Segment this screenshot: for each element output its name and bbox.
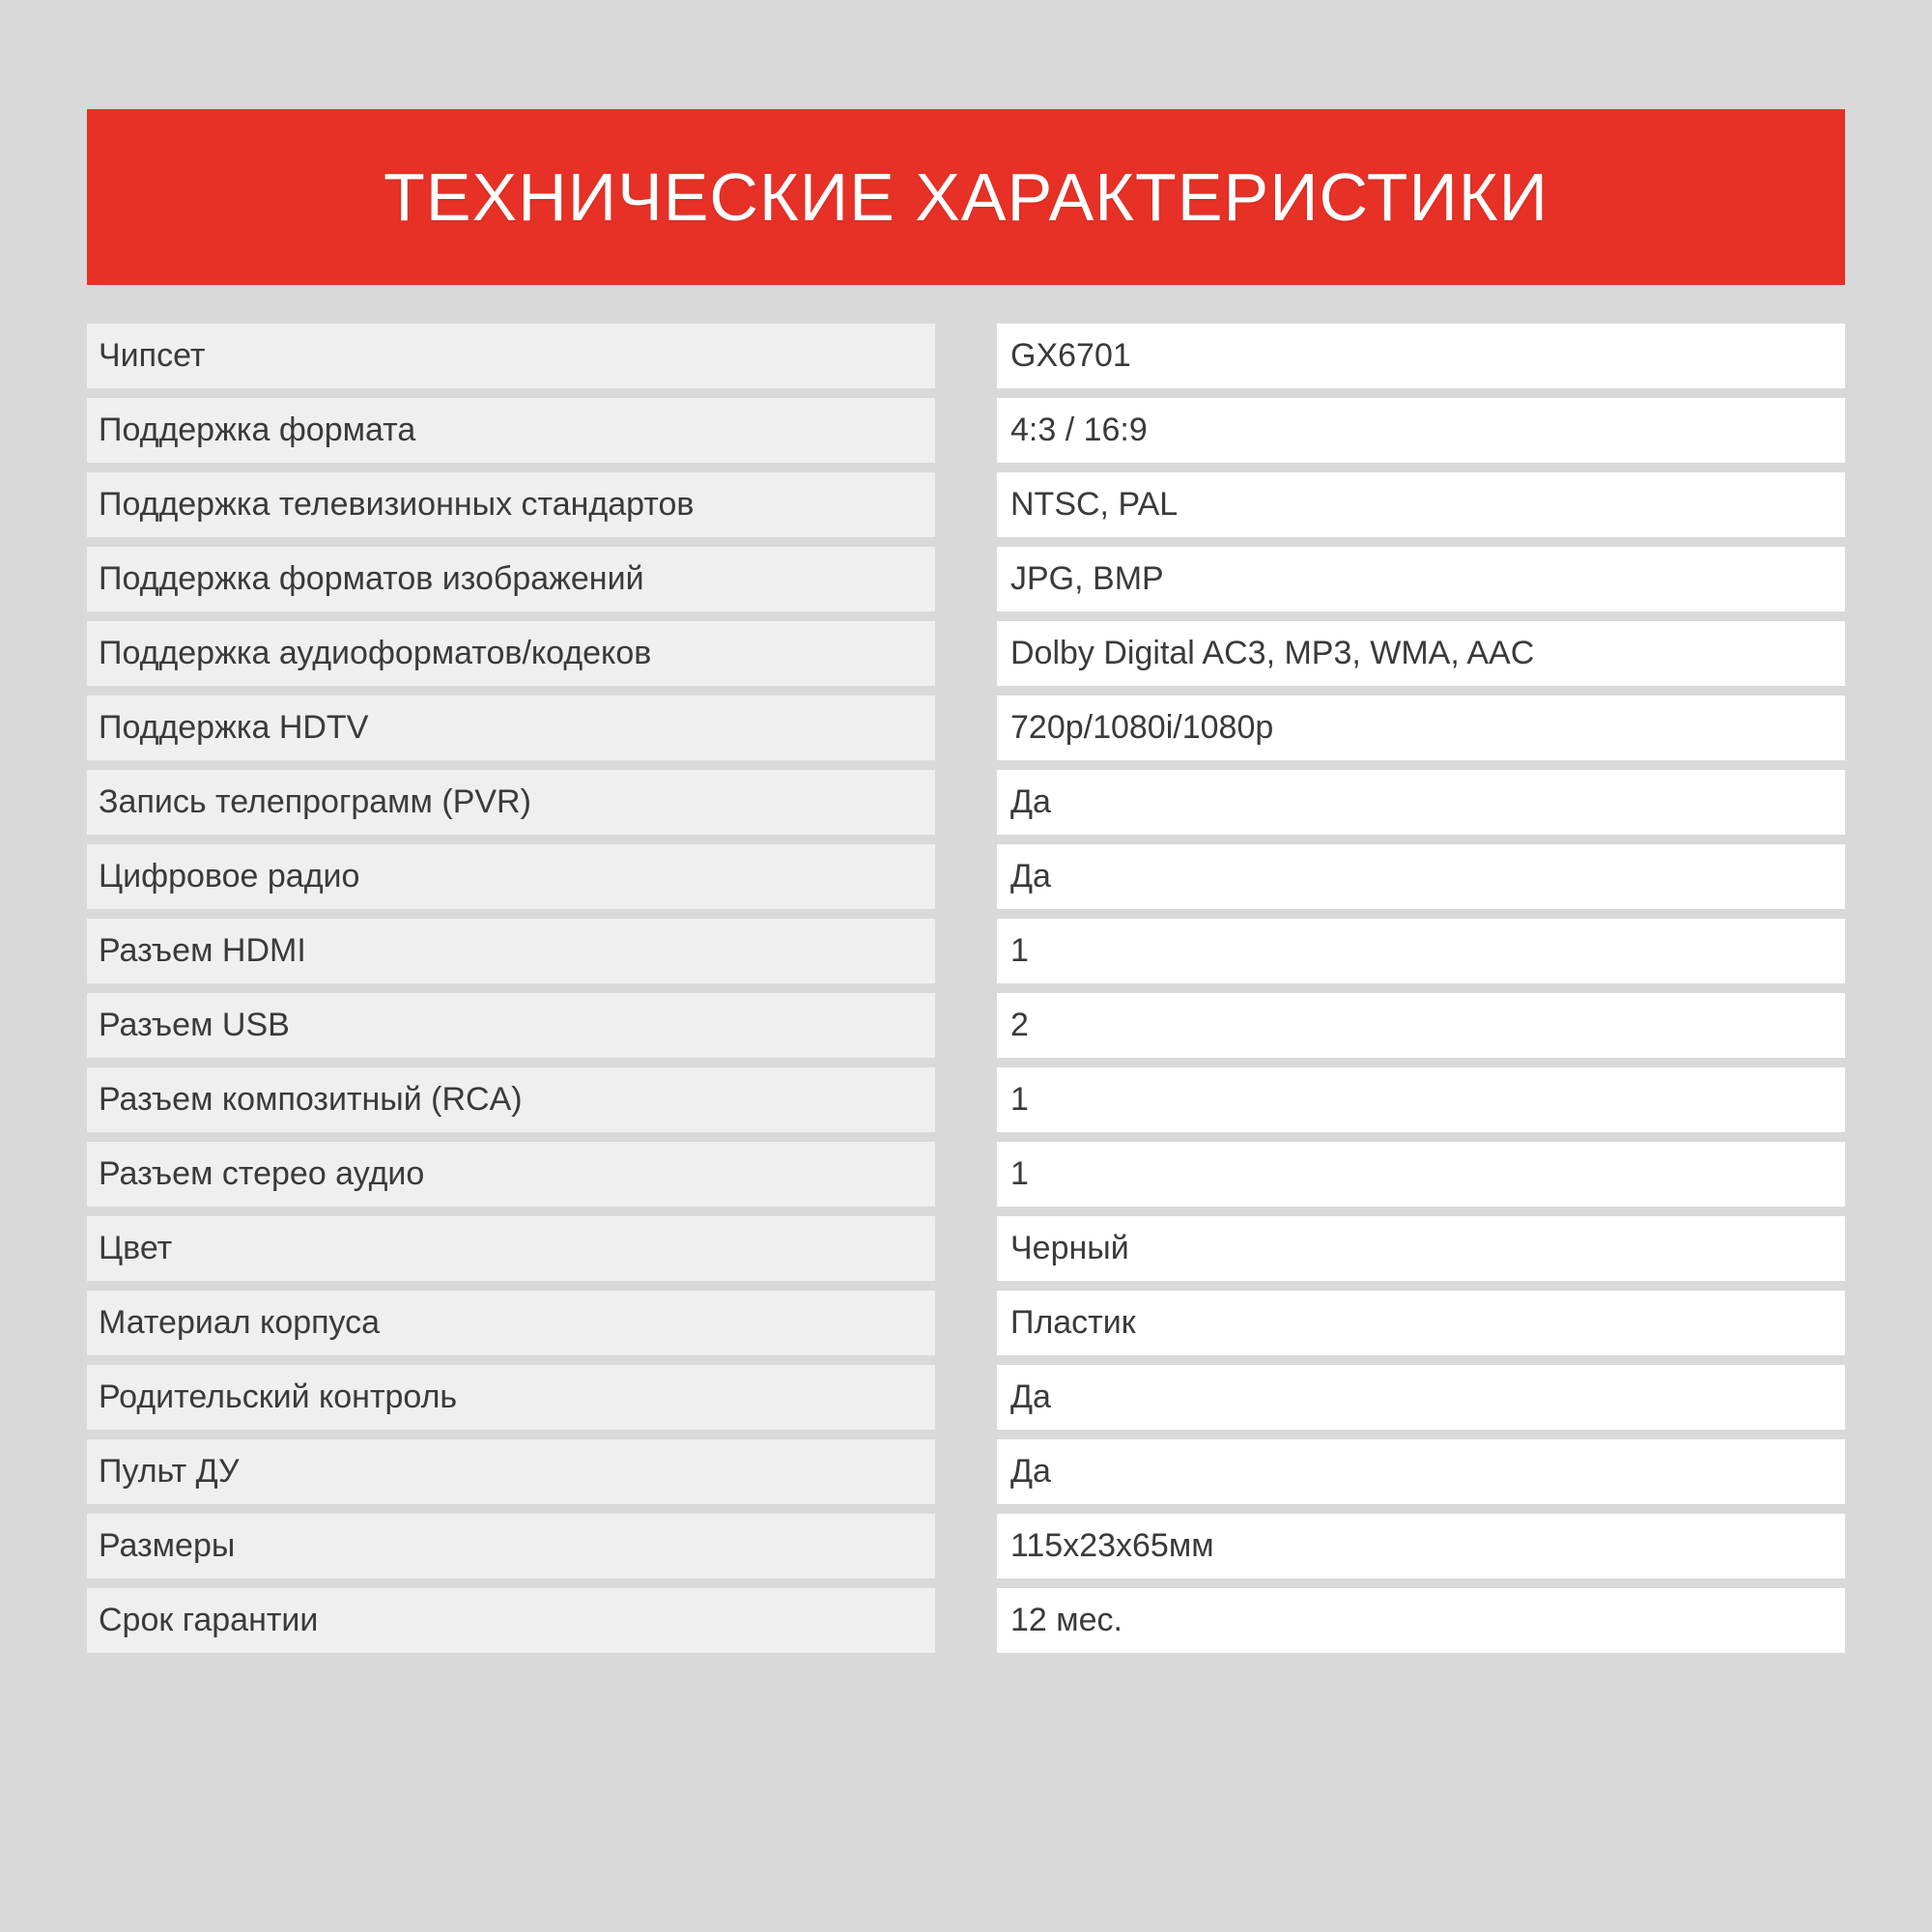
table-row xyxy=(87,1439,1845,1504)
table-row xyxy=(87,919,1845,983)
spec-value-cell: Черный xyxy=(997,1216,1845,1281)
spec-label-cell: Запись телепрограмм (PVR) xyxy=(87,770,935,835)
table-row xyxy=(87,1514,1845,1578)
spec-value-cell: NTSC, PAL xyxy=(997,472,1845,537)
table-row xyxy=(87,1291,1845,1355)
spec-label-cell: Поддержка форматов изображений xyxy=(87,547,935,611)
spec-value-cell: 115x23x65мм xyxy=(997,1514,1845,1578)
spec-value-cell: Dolby Digital AC3, MP3, WMA, AAC xyxy=(997,621,1845,686)
spec-label-cell: Разъем стерео аудио xyxy=(87,1142,935,1207)
table-row xyxy=(87,621,1845,686)
spec-label-cell: Разъем композитный (RCA) xyxy=(87,1067,935,1132)
page-title: ТЕХНИЧЕСКИЕ ХАРАКТЕРИСТИКИ xyxy=(384,159,1548,235)
spec-table xyxy=(87,324,1845,1662)
table-row xyxy=(87,398,1845,463)
spec-value-cell: JPG, BMP xyxy=(997,547,1845,611)
spec-label-cell: Пульт ДУ xyxy=(87,1439,935,1504)
table-row xyxy=(87,844,1845,909)
spec-label-cell: Разъем USB xyxy=(87,993,935,1058)
spec-value-cell: 720p/1080i/1080p xyxy=(997,696,1845,760)
spec-label-cell: Размеры xyxy=(87,1514,935,1578)
table-row xyxy=(87,1142,1845,1207)
spec-label-cell: Поддержка HDTV xyxy=(87,696,935,760)
spec-label-cell: Поддержка телевизионных стандартов xyxy=(87,472,935,537)
spec-label-cell: Цифровое радио xyxy=(87,844,935,909)
spec-label-cell: Поддержка формата xyxy=(87,398,935,463)
table-row xyxy=(87,472,1845,537)
spec-value-cell: Да xyxy=(997,1439,1845,1504)
spec-label-cell: Чипсет xyxy=(87,324,935,388)
table-row xyxy=(87,1067,1845,1132)
table-row xyxy=(87,1588,1845,1653)
spec-value-cell: 12 мес. xyxy=(997,1588,1845,1653)
table-row xyxy=(87,770,1845,835)
spec-value-cell: 1 xyxy=(997,1142,1845,1207)
spec-value-cell: GX6701 xyxy=(997,324,1845,388)
table-row xyxy=(87,696,1845,760)
table-row xyxy=(87,1216,1845,1281)
spec-label-cell: Родительский контроль xyxy=(87,1365,935,1430)
spec-value-cell: Да xyxy=(997,770,1845,835)
spec-label-cell: Поддержка аудиоформатов/кодеков xyxy=(87,621,935,686)
spec-label-cell: Цвет xyxy=(87,1216,935,1281)
spec-value-cell: 4:3 / 16:9 xyxy=(997,398,1845,463)
table-row xyxy=(87,324,1845,388)
table-row xyxy=(87,547,1845,611)
spec-value-cell: Да xyxy=(997,844,1845,909)
spec-value-cell: 1 xyxy=(997,919,1845,983)
spec-label-cell: Срок гарантии xyxy=(87,1588,935,1653)
spec-label-cell: Разъем HDMI xyxy=(87,919,935,983)
spec-value-cell: 2 xyxy=(997,993,1845,1058)
spec-value-cell: 1 xyxy=(997,1067,1845,1132)
spec-value-cell: Да xyxy=(997,1365,1845,1430)
table-row xyxy=(87,1365,1845,1430)
spec-value-cell: Пластик xyxy=(997,1291,1845,1355)
spec-label-cell: Материал корпуса xyxy=(87,1291,935,1355)
table-row xyxy=(87,993,1845,1058)
spec-header-banner xyxy=(87,109,1845,285)
